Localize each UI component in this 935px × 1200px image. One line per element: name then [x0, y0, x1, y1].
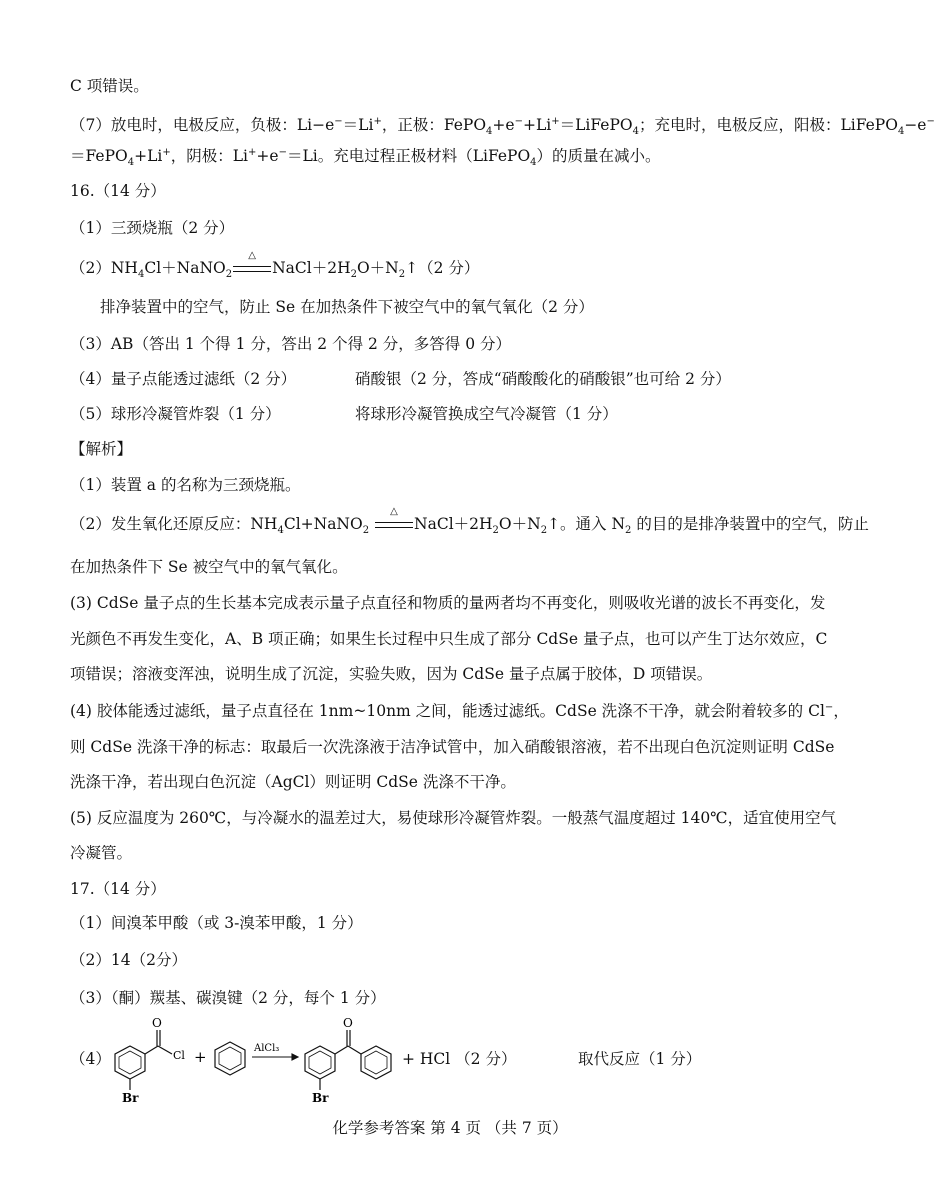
question-16-heading: 16.（14 分） — [70, 182, 166, 200]
explanation-2: （2）发生氧化还原反应：$NH_4Cl+NaNO_2$ △ $NaCl+2H_2O+N_2↑$。通入 $N_2$ 的目的是排净装置中的空气，防止 — [70, 506, 869, 537]
bromine-label: Br — [312, 1091, 329, 1105]
answer-16-5a: （5）球形冷凝管炸裂（1 分） — [70, 405, 281, 423]
bromobenzoyl-chloride-structure — [115, 1030, 172, 1090]
answer-17-2: （2）14（2分） — [70, 951, 187, 969]
heat-condition-equals: △ — [374, 514, 414, 534]
answer-16-2b: 排净装置中的空气，防止 Se 在加热条件下被空气中的氧气氧化（2 分） — [100, 298, 594, 316]
explanation-5a: (5) 反应温度为 260℃，与冷凝水的温差过大，易使球形冷凝管炸裂。一般蒸气温度超过 140℃，适宜使用空气 — [70, 809, 837, 827]
answer-17-1: （1）间溴苯甲酸（或 3-溴苯甲酸，1 分） — [70, 914, 363, 932]
question-17-heading: 17.（14 分） — [70, 880, 166, 898]
answer-16-2: $(2)NH_4Cl+NaNO_2$ △ $NaCl+2H_2O+N_2↑(2$ 分） — [70, 250, 480, 281]
answer-16-4b: 硝酸银（2 分，答成“硝酸酸化的硝酸银”也可给 2 分） — [355, 370, 731, 388]
answer-17-3: （3）（酮）羰基、碳溴键（2 分，每个 1 分） — [70, 989, 386, 1007]
bromobenzophenone-structure — [305, 1030, 391, 1090]
explanation-5b: 冷凝管。 — [70, 844, 133, 862]
oxygen-label: O — [152, 1016, 162, 1030]
answer-16-4a: （4）量子点能透过滤纸（2 分） — [70, 370, 297, 388]
benzene-structure — [215, 1042, 245, 1075]
heat-condition-equals: △ — [232, 258, 272, 278]
explanation-2b: 在加热条件下 Se 被空气中的氧气氧化。 — [70, 558, 348, 576]
explanation-4b: 则 CdSe 洗涤干净的标志：取最后一次洗涤液于洁净试管中，加入硝酸银溶液，若不出现白色沉淀则证明 CdSe — [70, 738, 835, 756]
catalyst-label: AlCl₃ — [254, 1043, 280, 1054]
chlorine-label: Cl — [173, 1049, 185, 1062]
answer-16-5b: 将球形冷凝管换成空气冷凝管（1 分） — [355, 405, 618, 423]
page-footer: 化学参考答案 第 4 页 （共 7 页） — [332, 1119, 568, 1137]
explanation-3c: 项错误；溶液变浑浊，说明生成了沉淀，实验失败，因为 CdSe 量子点属于胶体，D 项错误。 — [70, 665, 713, 683]
hcl-score: + HCl （2 分） — [402, 1050, 517, 1068]
explanation-1: （1）装置 a 的名称为三颈烧瓶。 — [70, 476, 301, 494]
oxygen-label: O — [343, 1016, 353, 1030]
explanation-4a: (4) 胶体能透过滤纸，量子点直径在 1nm~10nm 之间，能透过滤纸。CdSe 洗涤不干净，就会附着较多的 Cl−， — [70, 701, 849, 720]
bromine-label: Br — [122, 1091, 139, 1105]
explanation-4c: 洗涤干净，若出现白色沉淀（AgCl）则证明 CdSe 洗涤不干净。 — [70, 773, 516, 791]
reaction-arrow — [252, 1054, 298, 1060]
answer-16-1: （1）三颈烧瓶（2 分） — [70, 219, 235, 237]
explanation-3b: 光颜色不再发生变化，A、B 项正确；如果生长过程中只生成了部分 CdSe 量子点，也可以产生丁达尔效应，C — [70, 630, 828, 648]
text-line: C 项错误。 — [70, 77, 149, 95]
answer-7-line2: ＝FePO$_4$+Li+，阴极：Li++e−＝Li。充电过程正极材料（LiFePO$_4$）的质量在减小。 — [70, 146, 661, 169]
answer-16-3: （3）AB（答出 1 个得 1 分，答出 2 个得 2 分，多答得 0 分） — [70, 335, 512, 353]
explanation-3a: (3) CdSe 量子点的生长基本完成表示量子点直径和物质的量两者均不再变化，则吸收光谱的波长不再变化，发 — [70, 594, 826, 612]
answer-17-4-label: （4） — [70, 1050, 111, 1068]
answer-7-line1: （7）放电时，电极反应，负极：Li−e−＝Li+，正极：FePO$_4$+e−+Li+＝LiFePO$_4$；充电时，电极反应，阳极：LiFePO$_4$−e− — [70, 115, 935, 138]
plus-sign: + — [194, 1048, 207, 1066]
analysis-heading: 【解析】 — [70, 440, 133, 458]
reaction-type: 取代反应（1 分） — [578, 1050, 702, 1068]
